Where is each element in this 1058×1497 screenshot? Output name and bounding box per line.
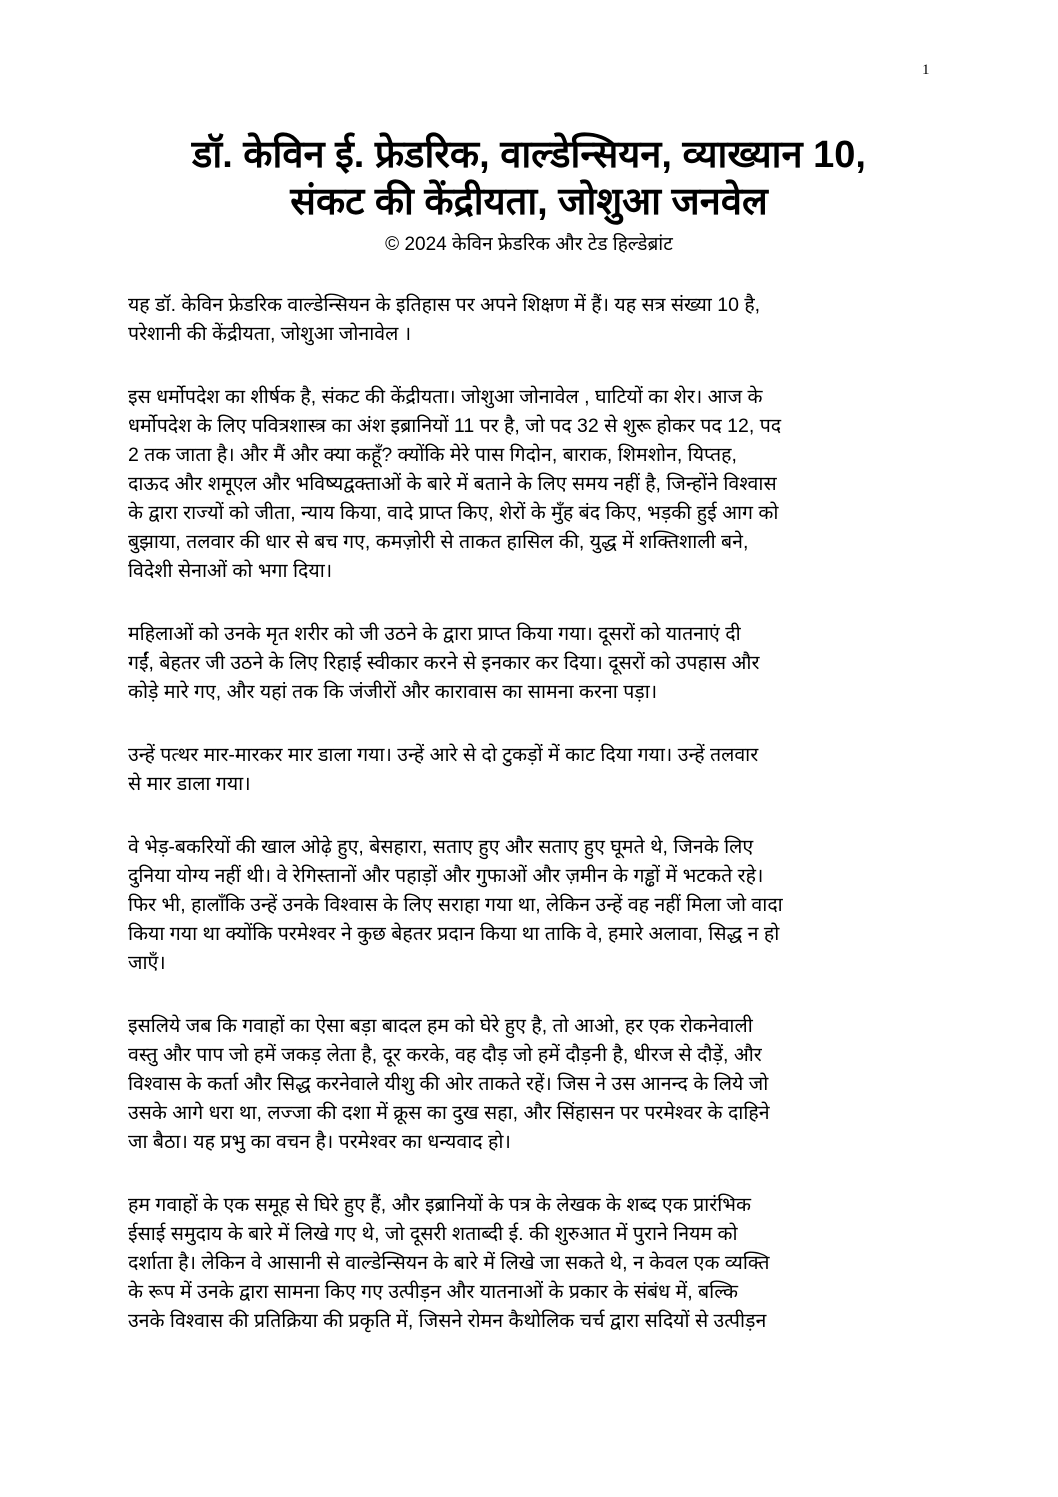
text-line: दाऊद और शमूएल और भविष्यद्वक्ताओं के बारे में बताने के लिए समय नहीं है, जिन्होंने विश्वास <box>128 473 777 495</box>
text-line: उन्हें पत्थर मार-मारकर मार डाला गया। उन्हें आरे से दो टुकड़ों में काट दिया गया। उन्हें तलवार <box>128 744 759 766</box>
text-line: यह डॉ. केविन फ्रेडरिक वाल्डेन्सियन के इतिहास पर अपने शिक्षण में हैं। यह सत्र संख्या 10 है, <box>128 294 761 316</box>
document-title <box>0 132 1058 226</box>
paragraph <box>128 383 938 586</box>
title-line: संकट की केंद्रीयता, जोशुआ जनवेल <box>290 181 768 223</box>
paragraph <box>128 741 938 799</box>
paragraph <box>128 1191 938 1336</box>
text-line: उसके आगे धरा था, लज्जा की दशा में क्रूस का दुख सहा, और सिंहासन पर परमेश्वर के दाहिने <box>128 1102 770 1124</box>
paragraph <box>128 1012 938 1157</box>
text-line: महिलाओं को उनके मृत शरीर को जी उठने के द्वारा प्राप्त किया गया। दूसरों को यातनाएं दी <box>128 623 741 645</box>
text-line: विदेशी सेनाओं को भगा दिया। <box>128 560 333 582</box>
text-line: गईं, बेहतर जी उठने के लिए रिहाई स्वीकार करने से इनकार कर दिया। दूसरों को उपहास और <box>128 652 760 674</box>
text-line: 2 तक जाता है। और मैं और क्या कहूँ? क्योंकि मेरे पास गिदोन, बाराक, शिमशोन, यिप्तह, <box>128 444 737 466</box>
text-line: किया गया था क्योंकि परमेश्वर ने कुछ बेहतर प्रदान किया था ताकि वे, हमारे अलावा, सिद्ध न हो <box>128 923 780 945</box>
text-line: बुझाया, तलवार की धार से बच गए, कमज़ोरी से ताकत हासिल की, युद्ध में शक्तिशाली बने, <box>128 531 749 553</box>
text-line: कोड़े मारे गए, और यहां तक कि जंजीरों और कारावास का सामना करना पड़ा। <box>128 681 658 703</box>
text-line: दर्शाता है। लेकिन वे आसानी से वाल्डेन्सियन के बारे में लिखे जा सकते थे, न केवल एक व्यक्ति <box>128 1252 770 1274</box>
text-line: हम गवाहों के एक समूह से घिरे हुए हैं, और इब्रानियों के पत्र के लेखक के शब्द एक प्रारंभिक <box>128 1194 751 1216</box>
text-line: विश्वास के कर्ता और सिद्ध करनेवाले यीशु की ओर ताकते रहें। जिस ने उस आनन्द के लिये जो <box>128 1073 769 1095</box>
text-line: उनके विश्वास की प्रतिक्रिया की प्रकृति में, जिसने रोमन कैथोलिक चर्च द्वारा सदियों से उत्पीड़न <box>128 1310 767 1332</box>
text-line: से मार डाला गया। <box>128 773 251 795</box>
text-line: धर्मोपदेश के लिए पवित्रशास्त्र का अंश इब्रानियों 11 पर है, जो पद 32 से शुरू होकर पद 12, पद <box>128 415 782 437</box>
text-line: के द्वारा राज्यों को जीता, न्याय किया, वादे प्राप्त किए, शेरों के मुँह बंद किए, भड़की हुई आग को <box>128 502 779 524</box>
text-line: दुनिया योग्य नहीं थी। वे रेगिस्तानों और पहाड़ों और गुफाओं और ज़मीन के गड्ढों में भटकते रहे। <box>128 865 764 887</box>
paragraph <box>128 291 938 349</box>
paragraph <box>128 833 938 978</box>
text-line: वे भेड़-बकरियों की खाल ओढ़े हुए, बेसहारा, सताए हुए और सताए हुए घूमते थे, जिनके लिए <box>128 836 754 858</box>
text-line: जाएँ। <box>128 952 166 974</box>
page-number: 1 <box>922 62 930 78</box>
text-line: इसलिये जब कि गवाहों का ऐसा बड़ा बादल हम को घेरे हुए है, तो आओ, हर एक रोकनेवाली <box>128 1015 753 1037</box>
copyright-line: © 2024 केविन फ्रेडरिक और टेड हिल्डेब्रांट <box>385 234 673 255</box>
text-line: ईसाई समुदाय के बारे में लिखे गए थे, जो दूसरी शताब्दी ई. की शुरुआत में पुराने नियम को <box>128 1223 738 1245</box>
text-line: वस्तु और पाप जो हमें जकड़ लेता है, दूर करके, वह दौड़ जो हमें दौड़नी है, धीरज से दौड़ें, और <box>128 1044 762 1066</box>
paragraph <box>128 620 938 707</box>
title-line: डॉ. केविन ई. फ्रेडरिक, वाल्डेन्सियन, व्याख्यान 10, <box>192 134 866 176</box>
text-line: फिर भी, हालाँकि उन्हें उनके विश्वास के लिए सराहा गया था, लेकिन उन्हें वह नहीं मिला जो वादा <box>128 894 783 916</box>
text-line: जा बैठा। यह प्रभु का वचन है। परमेश्वर का धन्यवाद हो। <box>128 1131 511 1153</box>
document-body <box>128 291 938 1370</box>
text-line: इस धर्मोपदेश का शीर्षक है, संकट की केंद्रीयता। जोशुआ जोनावेल , घाटियों का शेर। आज के <box>128 386 763 408</box>
text-line: के रूप में उनके द्वारा सामना किए गए उत्पीड़न और यातनाओं के प्रकार के संबंध में, बल्कि <box>128 1281 739 1303</box>
text-line: परेशानी की केंद्रीयता, जोशुआ जोनावेल । <box>128 323 412 345</box>
